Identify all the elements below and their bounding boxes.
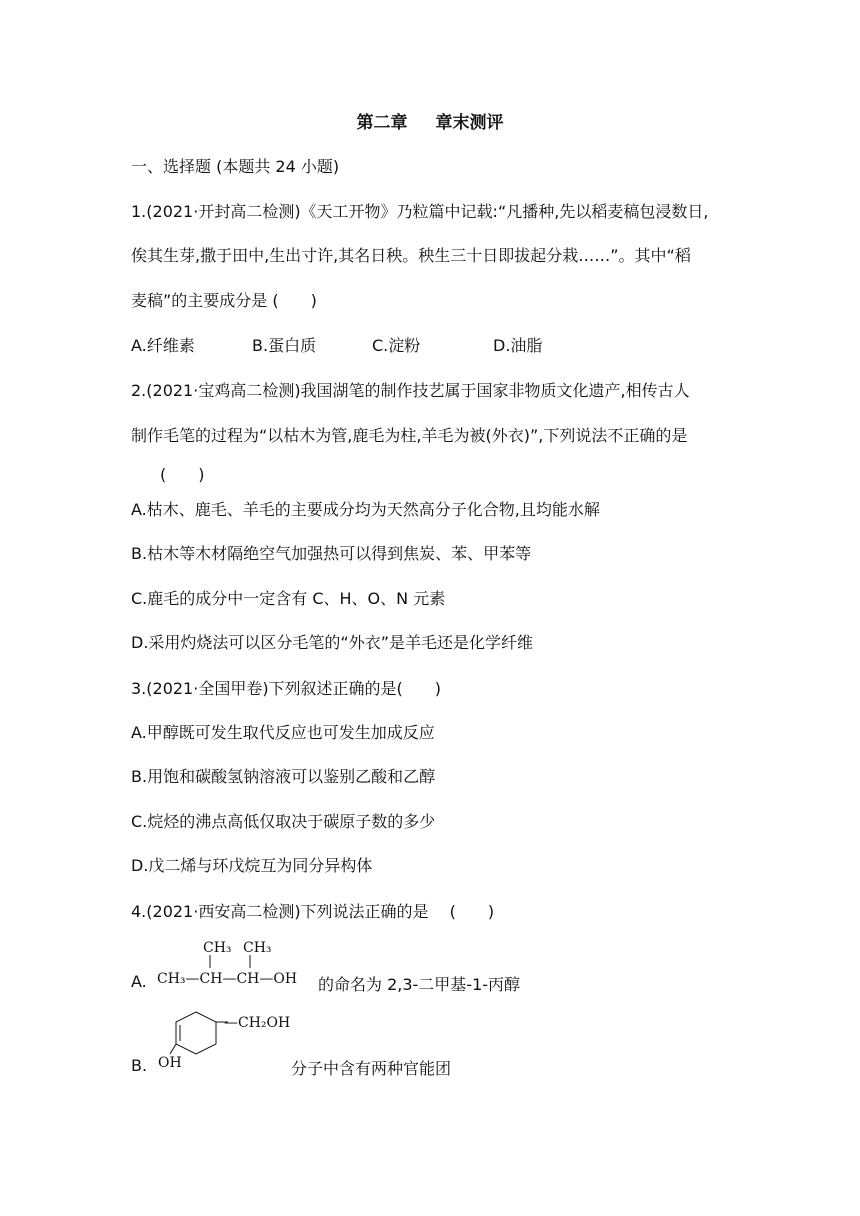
page-title — [0, 108, 860, 133]
q4-option-b-structure — [150, 1004, 290, 1078]
chapter-number: 第二章 — [356, 113, 408, 133]
hydroxymethyl-group: —CH₂OH — [224, 1015, 290, 1031]
q2-option-b: B.枯木等木材隔绝空气加强热可以得到焦炭、苯、甲苯等 — [131, 544, 532, 563]
q1-line-3: 麦稿”的主要成分是 ( ) — [131, 291, 317, 310]
main-chain: CH₃—CH—CH—OH — [157, 971, 298, 987]
q1-option-b: B.蛋白质 — [252, 336, 317, 355]
q4-option-a-label: A. — [131, 972, 147, 991]
q1-line-2: 俟其生芽,撒于田中,生出寸许,其名日秧。秧生三十日即拔起分栽……”。其中“稻 — [131, 246, 691, 265]
q3-option-c: C.烷烃的沸点高低仅取决于碳原子数的多少 — [131, 812, 436, 831]
section-heading: 一、选择题 (本题共 24 小题) — [131, 157, 340, 176]
q3-option-d: D.戊二烯与环戊烷互为同分异构体 — [131, 856, 373, 875]
q4-option-b-label: B. — [131, 1056, 148, 1075]
q2-option-c: C.鹿毛的成分中一定含有 C、H、O、N 元素 — [131, 589, 446, 608]
q4-option-a-text: 的命名为 2,3-二甲基-1-丙醇 — [318, 975, 521, 994]
q3-stem: 3.(2021·全国甲卷)下列叙述正确的是( ) — [131, 679, 442, 698]
q1-option-a: A.纤维素 — [131, 336, 195, 355]
methyl-group-2: CH₃ — [243, 940, 272, 956]
q4-option-b-text: 分子中含有两种官能团 — [291, 1059, 452, 1078]
methyl-group-1: CH₃ — [203, 940, 232, 956]
q2-option-a: A.枯木、鹿毛、羊毛的主要成分均为天然高分子化合物,且均能水解 — [131, 500, 600, 519]
hydroxyl-bond — [170, 1044, 176, 1054]
hydroxyl-group: OH — [158, 1055, 182, 1071]
chapter-name: 章末测评 — [435, 113, 504, 133]
q2-line-1: 2.(2021·宝鸡高二检测)我国湖笔的制作技艺属于国家非物质文化遗产,相传古人 — [131, 381, 690, 400]
q2-option-d: D.采用灼烧法可以区分毛笔的“外衣”是羊毛还是化学纤维 — [131, 633, 533, 652]
q2-line-2: 制作毛笔的过程为“以枯木为管,鹿毛为柱,羊毛为被(外衣)”,下列说法不正确的是 — [131, 426, 688, 445]
q2-line-3: ( ) — [160, 465, 205, 484]
q3-option-b: B.用饱和碳酸氢钠溶液可以鉴别乙酸和乙醇 — [131, 767, 436, 786]
q1-option-c: C.淀粉 — [372, 336, 421, 355]
cyclohexene-ring — [176, 1012, 216, 1054]
q3-option-a: A.甲醇既可发生取代反应也可发生加成反应 — [131, 723, 435, 742]
q4-option-a-structure — [155, 934, 315, 994]
q4-stem: 4.(2021·西安高二检测)下列说法正确的是 ( ) — [131, 902, 495, 921]
q1-line-1: 1.(2021·开封高二检测)《天工开物》乃粒篇中记载:“凡播种,先以稻麦稿包浸数日, — [131, 202, 709, 221]
q1-option-d: D.油脂 — [493, 336, 543, 355]
